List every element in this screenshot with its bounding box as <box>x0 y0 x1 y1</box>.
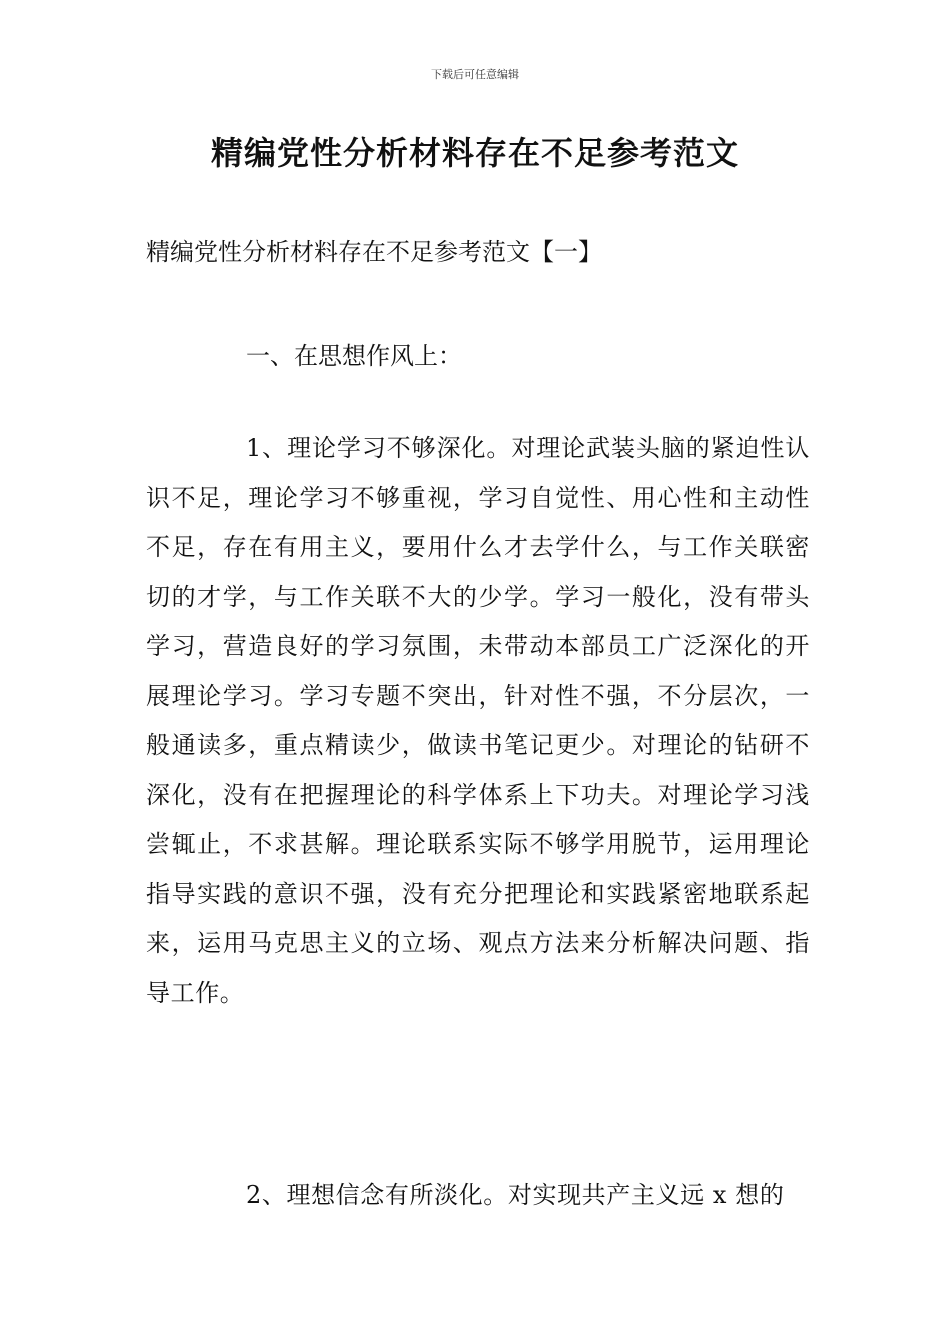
section-heading: 一、在思想作风上： <box>246 342 462 370</box>
header-note: 下载后可任意编辑 <box>431 68 519 81</box>
document-subtitle: 精编党性分析材料存在不足参考范文【一】 <box>146 238 602 266</box>
document-title: 精编党性分析材料存在不足参考范文 <box>210 134 739 172</box>
paragraph-1: 1、理论学习不够深化。对理论武装头脑的紧迫性认识不足，理论学习不够重视，学习自觉性、用心性和主动性不足，存在有用主义，要用什么才去学什么，与工作关联密切的才学，与工作关联不大的少学。学习一般化，没有带头学习，营造良好的学习氛围，未带动本部员工广泛深化的开展理论学习。学习专题不突出，针对性不强，不分层次，一般通读多，重点精读少，做读书笔记更少。对理论的钻研不深化，没有在把握理论的科学体系上下功夫。对理论学习浅尝辄止，不求甚解。理论联系实际不够学用脱节，运用理论指导实践的意识不强，没有充分把理论和实践紧密地联系起来，运用马克思主义的立场、观点方法来分析解决问题、指导工作。 <box>146 434 810 1007</box>
paragraph-2: 2、理想信念有所淡化。对实现共产主义远 x 想的 <box>246 1181 785 1209</box>
